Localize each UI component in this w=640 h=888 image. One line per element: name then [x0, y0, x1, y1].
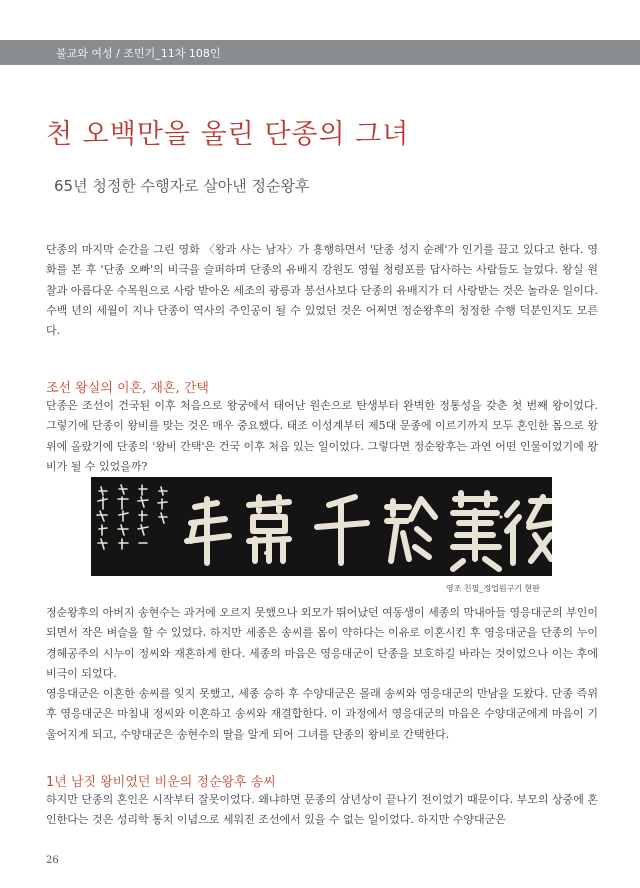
section-heading-1: 조선 왕실의 이혼, 재혼, 간택 [46, 381, 209, 396]
article-title: 천 오백만을 울린 단종의 그녀 [46, 119, 410, 150]
section2-paragraph-1: 하지만 단종의 혼인은 시작부터 잘못이었다. 왜냐하면 문종의 삼년상이 끝나기 전이었기 때문이다. 부모의 상중에 혼인한다는 것은 성리학 통치 이념으로 세워진 조선에서 있을 수 없는 일이었다. 하지만 수양대군은 [46, 793, 598, 827]
intro-paragraph: 단종의 마지막 순간을 그린 영화 〈왕과 사는 남자〉가 흥행하면서 '단종 성지 순례'가 인기를 끌고 있다고 한다. 영화를 본 후 '단종 오빠'의 비극을 슬퍼하며 단종의 유배지 강원도 영월 청령포를 답사하는 사람들도 늘었다. 왕실 원찰과 아름다운 수목원으로 사랑 받아온 세조의 광릉과 봉선사보다 단종의 유배지가 더 사랑받는 것은 놀라운 일이다. 수백 년의 세월이 지나 단종이 역사의 주인공이 될 수 있었던 것은 어쩌면 정순왕후의 청정한 수행 덕분인지도 모른다. [46, 243, 598, 338]
section1-paragraph-1: 단종은 조선이 건국된 이후 처음으로 왕궁에서 태어난 원손으로 탄생부터 완벽한 정통성을 갖춘 첫 번째 왕이었다. 그렇기에 단종이 왕비를 맞는 것은 매우 중요했다. 태조 이성계부터 제5대 문종에 이르기까지 모두 혼인한 몸으로 왕위에 올랐기에 단종의 '왕비 간택'은 건국 이후 처음 있는 일이었다. 그렇다면 정순왕후는 과연 어떤 인물이었기에 왕비가 될 수 있었을까? [46, 399, 598, 473]
article-subtitle: 65년 청정한 수행자로 살아낸 정순왕후 [54, 177, 310, 195]
section-heading-2: 1년 남짓 왕비였던 비운의 정순왕후 송씨 [46, 775, 276, 790]
image-caption: 영조 친필_정업원구기 현판 [445, 584, 540, 593]
breadcrumb: 불교와 여성 / 조민기_11차 108인 [56, 47, 221, 60]
section1-paragraph-3: 영응대군은 이혼한 송씨를 잊지 못했고, 세종 승하 후 수양대군은 몰래 송씨와 영응대군의 만남을 도왔다. 단종 즉위 후 영응대군은 마침내 정씨와 이혼하고 송씨와 재결합한다. 이 과정에서 영응대군의 마음은 수양대군에게 마음이 기울어지게 되고, 수양대군은 송현수의 딸을 알게 되어 그녀를 단종의 왕비로 간택한다. [46, 687, 598, 741]
calligraphy-brush-strokes-icon [91, 477, 552, 576]
calligraphy-signboard-image [91, 477, 552, 576]
section1-paragraph-2: 정순왕후의 아버지 송현수는 과거에 오르지 못했으나 외모가 뛰어났던 여동생이 세종의 막내아들 영응대군의 부인이 되면서 작은 벼슬을 할 수 있었다. 하지만 세종은 송씨를 몸이 약하다는 이유로 이혼시킨 후 영응대군을 단종의 누이 경혜공주의 시누이 정씨와 재혼하게 한다. 세종의 마음은 영응대군이 단종을 보호하길 바라는 것이었으나 이는 후에 비극이 되었다. [46, 606, 599, 680]
header-band [0, 40, 640, 65]
page-number: 26 [46, 855, 59, 866]
